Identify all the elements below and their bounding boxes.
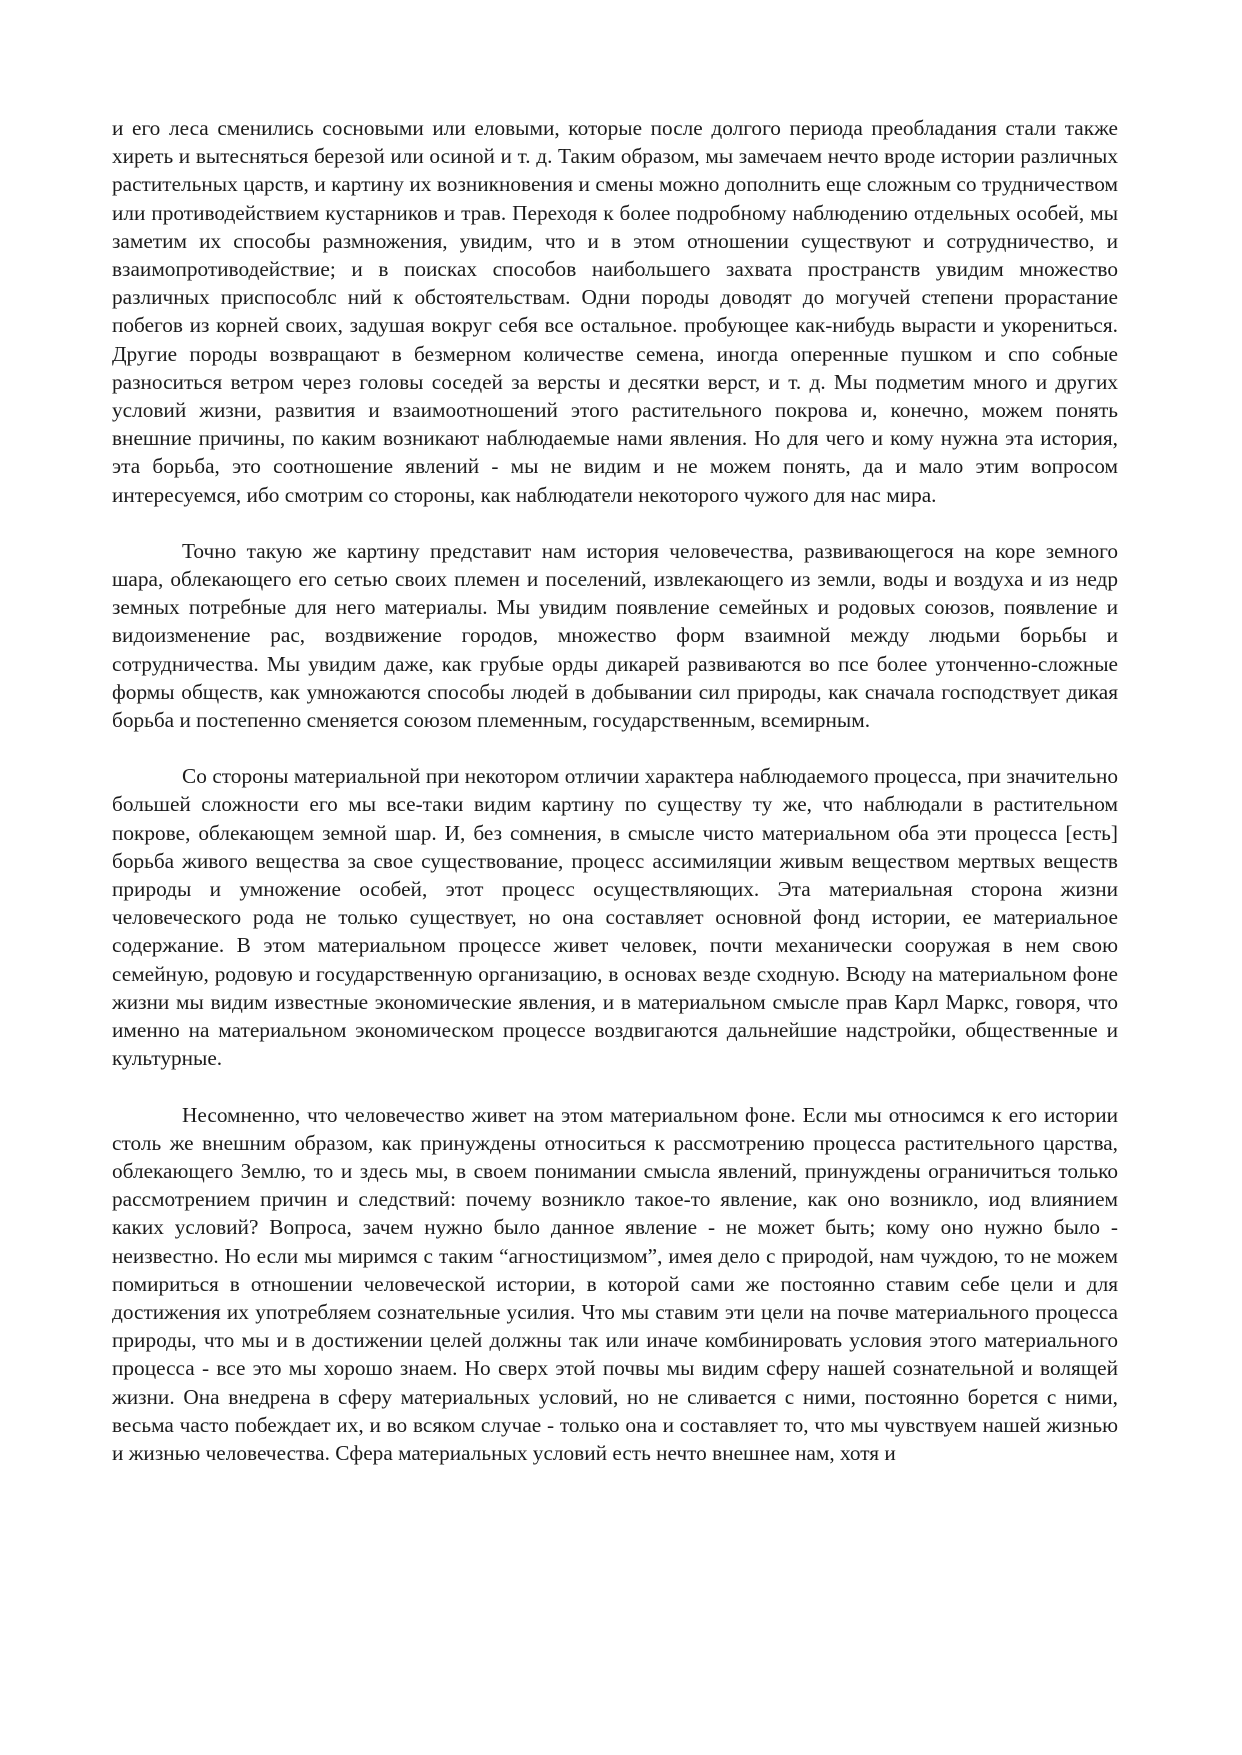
paragraph-4: Несомненно, что человечество живет на этом материальном фоне. Если мы относимся к его истории столь же внешним образом, как принуждены относиться к рассмотрению процесса растительного царства, облекающего Землю, то и здесь мы, в своем понимании смысла явлений, принуждены ограничиться только рассмотрением причин и следствий: почему возникло такое-то явление, как оно возникло, иод влиянием каких условий? Вопроса, зачем нужно было данное явление - не может быть; кому оно нужно было - неизвестно. Но если мы миримся с таким “агностицизмом”, имея дело с природой, нам чуждою, то не можем помириться в отношении человеческой истории, в которой сами же постоянно ставим себе цели и для достижения их употребляем сознательные усилия. Что мы ставим эти цели на почве материального процесса природы, что мы и в достижении целей должны так или иначе комбинировать условия этого материального процесса - все это мы хорошо знаем. Но сверх этой почвы мы видим сферу нашей сознательной и волящей жизни. Она внедрена в сферу материальных условий, но не сливается с ними, постоянно борется с ними, весьма часто побеждает их, и во всяком случае - только она и составляет то, что мы чувствуем нашей жизнью и жизнью человечества. Сфера материальных условий есть нечто внешнее нам, хотя и — [112, 1102, 1118, 1465]
document-body — [112, 114, 1118, 1467]
paragraph-3: Со стороны материальной при некотором отличии характера наблюдаемого процесса, при значительно большей сложности его мы все-таки видим картину по существу ту же, что наблюдали в растительном покрове, облекающем земной шар. И, без сомнения, в смысле чисто материальном оба эти процесса [есть] борьба живого вещества за свое существование, процесс ассимиляции живым веществом мертвых веществ природы и умножение особей, этот процесс осуществляющих. Эта материальная сторона жизни человеческого рода не только существует, но она составляет основной фонд истории, ее материальное содержание. В этом материальном процессе живет человек, почти механически сооружая в нем свою семейную, родовую и государственную организацию, в основах везде сходную. Всюду на материальном фоне жизни мы видим известные экономические явления, и в материальном смысле прав Карл Маркс, говоря, что именно на материальном экономическом процессе воздвигаются дальнейшие надстройки, общественные и культурные. — [112, 764, 1118, 1071]
paragraph-2: Точно такую же картину представит нам история человечества, развивающегося на коре земного шара, облекающего его сетью своих племен и поселений, извлекающего из земли, воды и воздуха и из недр земных потребные для него материалы. Мы увидим появление семейных и родовых союзов, появление и видоизменение рас, воздвижение городов, множество форм взаимной между людьми борьбы и сотрудничества. Мы увидим даже, как грубые орды дикарей развиваются во псе более утонченно-сложные формы обществ, как умножаются способы людей в добывании сил природы, как сначала господствует дикая борьба и постепенно сменяется союзом племенным, государственным, всемирным. — [112, 538, 1118, 733]
paragraph-1: и его леса сменились сосновыми или еловыми, которые после долгого периода преобладания стали также хиреть и вытесняться березой или осиной и т. д. Таким образом, мы замечаем нечто вроде истории различных растительных царств, и картину их возникновения и смены можно дополнить еще сложным со трудничеством или противодействием кустарников и трав. Переходя к более подробному наблюдению отдельных особей, мы заметим их способы размножения, увидим, что и в этом отношении существуют и сотрудничество, и взаимопротиводействие; и в поисках способов наибольшего захвата пространств увидим множество различных приспособлс ний к обстоятельствам. Одни породы доводят до могучей степени прорастание побегов из корней своих, задушая вокруг себя все остальное. пробующее как-нибудь вырасти и укорениться. Другие породы возвращают в безмерном количестве семена, иногда оперенные пушком и спо собные разноситься ветром через головы соседей за версты и десятки верст, и т. д. Мы подметим много и других условий жизни, развития и взаимоотношений этого растительного покрова и, конечно, можем понять внешние причины, по каким возникают наблюдаемые нами явления. Но для чего и кому нужна эта история, эта борьба, это соотношение явлений - мы не видим и не можем понять, да и мало этим вопросом интересуемся, ибо смотрим со стороны, как наблюдатели некоторого чужого для нас мира. — [112, 116, 1118, 507]
